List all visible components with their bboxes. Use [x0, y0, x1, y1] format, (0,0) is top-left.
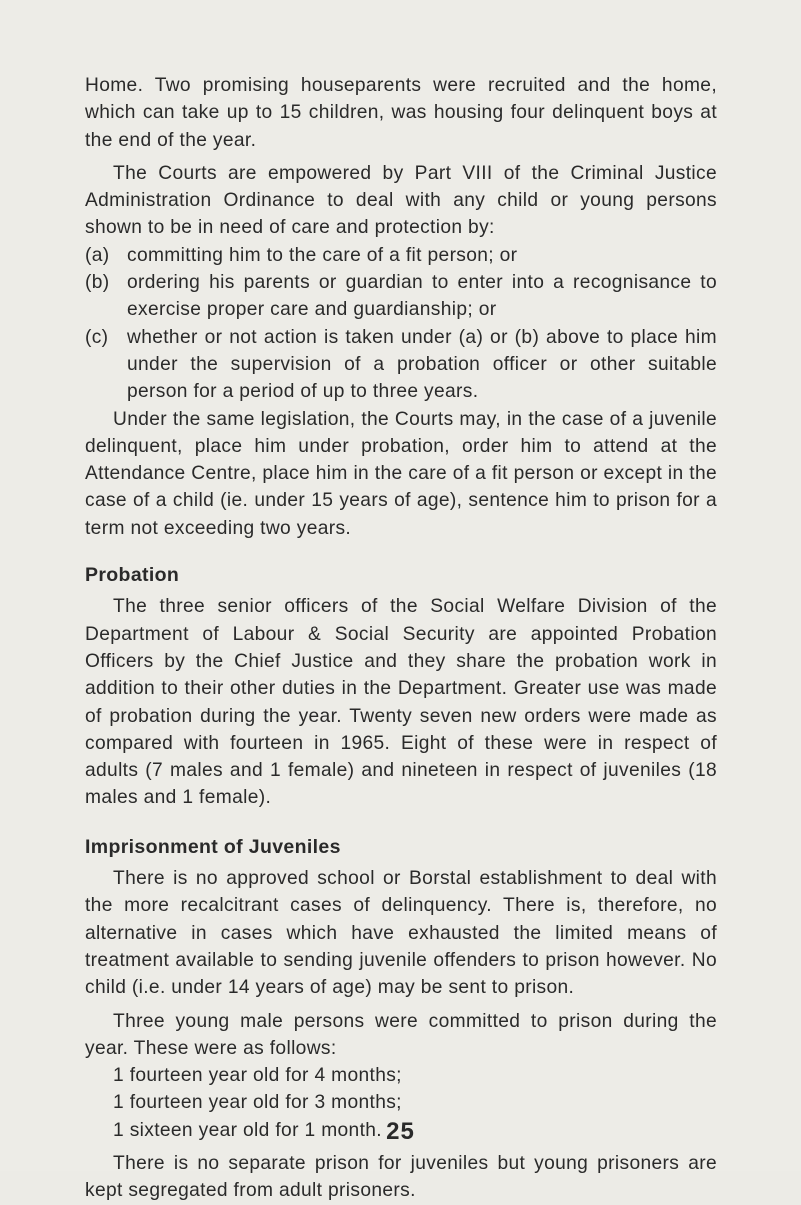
option-a — [85, 242, 717, 269]
option-c — [85, 324, 717, 406]
option-b-mark: (b) — [85, 272, 110, 294]
option-a-text: committing him to the care of a fit person; or — [127, 244, 518, 266]
imprisonment-paragraph: There is no approved school or Borstal establishment to deal with the more recalcitrant cases of delinquency. There is, therefore, no alternative in cases which have exhausted the limited means of treatment available to sending juvenile offenders to prison however. No child (i.e. under 14 years of age) may be sent to prison. — [85, 868, 717, 999]
option-a-mark: (a) — [85, 244, 110, 266]
probation-heading: Probation — [85, 564, 180, 587]
sentence-list-item: 1 fourteen year old for 3 months; — [113, 1092, 402, 1114]
courts-paragraph: The Courts are empowered by Part VIII of the Criminal Justice Administration Ordinance to deal with any child or young persons shown to be in need of care and protection by: — [85, 162, 717, 239]
intro-paragraph: Home. Two promising houseparents were recruited and the home, which can take up to 15 children, was housing four delinquent boys at the end of the year. — [85, 75, 717, 151]
sentence-list-item: 1 fourteen year old for 4 months; — [113, 1065, 402, 1087]
probation-paragraph: The three senior officers of the Social Welfare Division of the Department of Labour & Social Security are appointed Probation Officers by the Chief Justice and they share the probation work in addition to their other duties in the Department. Greater use was made of probation during the year. Twenty seven new orders were made as compared with fourteen in 1965. Eight of these were in respect of adults (7 males and 1 female) and nineteen in respect of juveniles (18 males and 1 female). — [85, 596, 717, 809]
page-number: 25 — [386, 1118, 415, 1145]
legislation-paragraph: Under the same legislation, the Courts may, in the case of a juvenile delinquent, place him under probation, order him to attend at the Attendance Centre, place him in the care of a fit person or except in the case of a child (ie. under 15 years of age), sentence him to prison for a term not exceeding two years. — [85, 408, 717, 539]
option-b — [85, 269, 717, 324]
closing-paragraph: There is no separate prison for juveniles but young prisoners are kept segregated from adult prisoners. — [85, 1152, 717, 1202]
option-c-mark: (c) — [85, 326, 109, 348]
page-body — [85, 72, 717, 1205]
imprisonment-heading: Imprisonment of Juveniles — [85, 835, 341, 858]
sentence-list-item: 1 sixteen year old for 1 month. — [113, 1119, 382, 1141]
option-c-text: whether or not action is taken under (a) or (b) above to place him under the supervision of a probation officer or other suitable person for a period of up to three years. — [127, 326, 717, 403]
committed-paragraph: Three young male persons were committed to prison during the year. These were as follows: — [85, 1010, 717, 1059]
option-b-text: ordering his parents or guardian to enter into a recognisance to exercise proper care and guardianship; or — [127, 272, 717, 321]
